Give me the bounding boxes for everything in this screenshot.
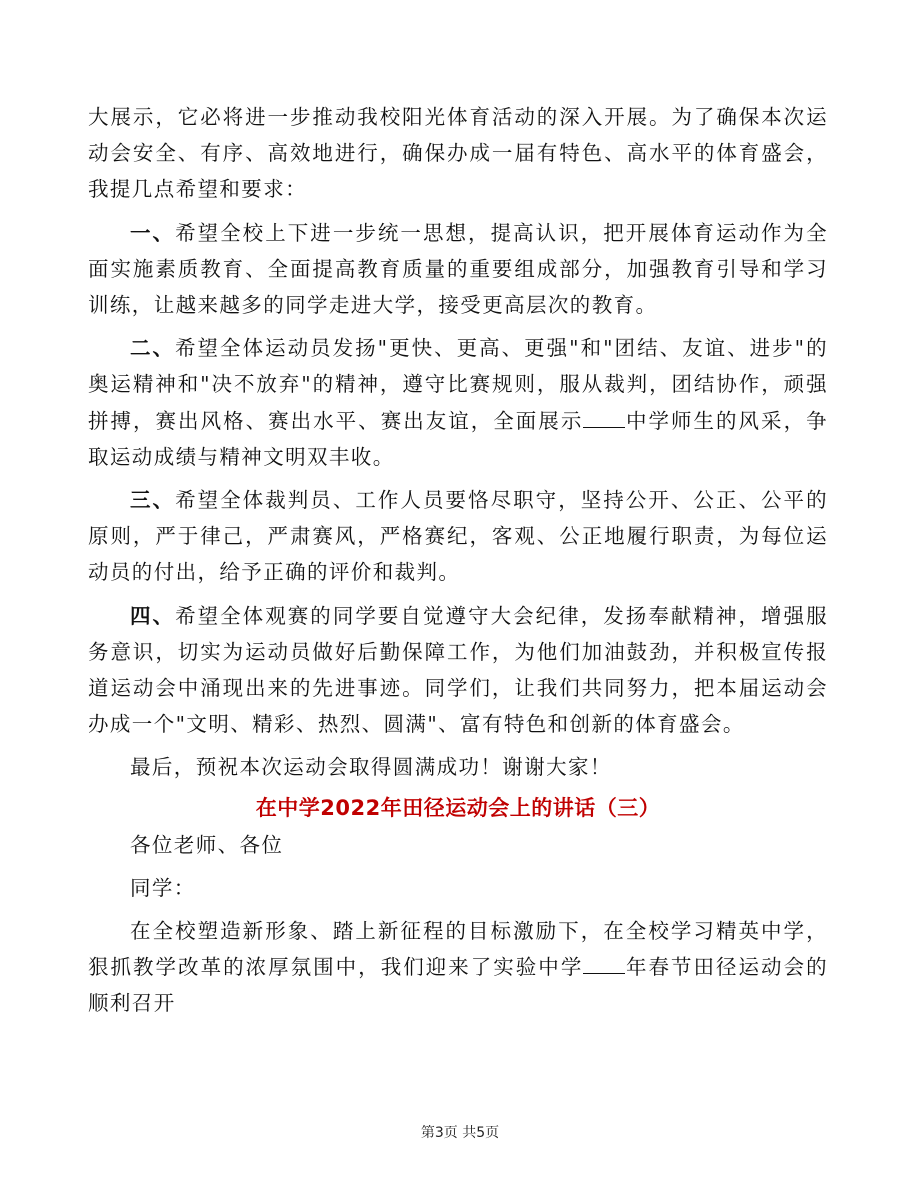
paragraph-requirement-4: [88, 598, 828, 743]
paragraph-text: 最后，预祝本次运动会取得圆满成功！谢谢大家！: [130, 755, 612, 780]
fill-in-blank: [583, 955, 625, 974]
paragraph-text: 在全校塑造新形象、踏上新征程的目标激励下，在全校学习精英中学，狠抓教学改革的浓厚氛围中，我们迎来了实验中学: [88, 919, 828, 980]
paragraph-opening: [88, 913, 828, 1022]
paragraph-lead-number: 三、: [130, 488, 176, 513]
paragraph-text: 同学：: [130, 875, 196, 900]
document-body: [88, 99, 828, 1022]
paragraph-text: 希望全体观赛的同学要自觉遵守大会纪律，发扬奉献精神，增强服务意识，切实为运动员做好后勤保障工作，为他们加油鼓劲，并积极宣传报道运动会中涌现出来的先进事迹。同学们，让我们共同努力，把本届运动会办成一个"文明、精彩、热烈、圆满"、富有特色和创新的体育盛会。: [88, 603, 828, 737]
fill-in-blank: [583, 409, 625, 428]
paragraph-closing: [88, 749, 828, 785]
section-heading: 在中学2022年田径运动会上的讲话（三）: [255, 795, 661, 820]
paragraph-text: 希望全校上下进一步统一思想，提高认识，把开展体育运动作为全面实施素质教育、全面提高教育质量的重要组成部分，加强教育引导和学习训练，让越来越多的同学走进大学，接受更高层次的教育。: [88, 220, 828, 318]
paragraph-text: 各位老师、各位: [130, 832, 284, 857]
paragraph-text: 希望全体裁判员、工作人员要恪尽职守，坚持公开、公正、公平的原则，严于律己，严肃赛风，严格赛纪，客观、公正地履行职责，为每位运动员的付出，给予正确的评价和裁判。: [88, 488, 828, 585]
paragraph-lead-number: 四、: [130, 603, 176, 628]
paragraph-text: 年春节田径运动会的顺利召开: [88, 955, 828, 1016]
paragraph-text: 中学师生的风采，争取运动成绩与精神文明双丰收。: [88, 408, 828, 469]
paragraph-salutation: [88, 827, 828, 863]
paragraph-lead-number: 二、: [130, 336, 176, 361]
paragraph-requirement-3: [88, 482, 828, 591]
paragraph-continuation: [88, 99, 828, 208]
page-number-footer: 第3页 共5页: [420, 1125, 500, 1141]
paragraph-text: 大展示，它必将进一步推动我校阳光体育活动的深入开展。为了确保本次运动会安全、有序、高效地进行，确保办成一届有特色、高水平的体育盛会，我提几点希望和要求：: [88, 105, 828, 202]
paragraph-requirement-2: [88, 330, 828, 475]
paragraph-text: 希望全体运动员发扬"更快、更高、更强"和"团结、友谊、进步"的奥运精神和"决不放弃"的精神，遵守比赛规则，服从裁判，团结协作，顽强拼搏，赛出风格、赛出水平、赛出友谊，全面展示: [88, 336, 828, 433]
paragraph-salutation-continued: [88, 870, 828, 906]
paragraph-requirement-1: [88, 215, 828, 324]
paragraph-lead-number: 一、: [130, 220, 176, 245]
